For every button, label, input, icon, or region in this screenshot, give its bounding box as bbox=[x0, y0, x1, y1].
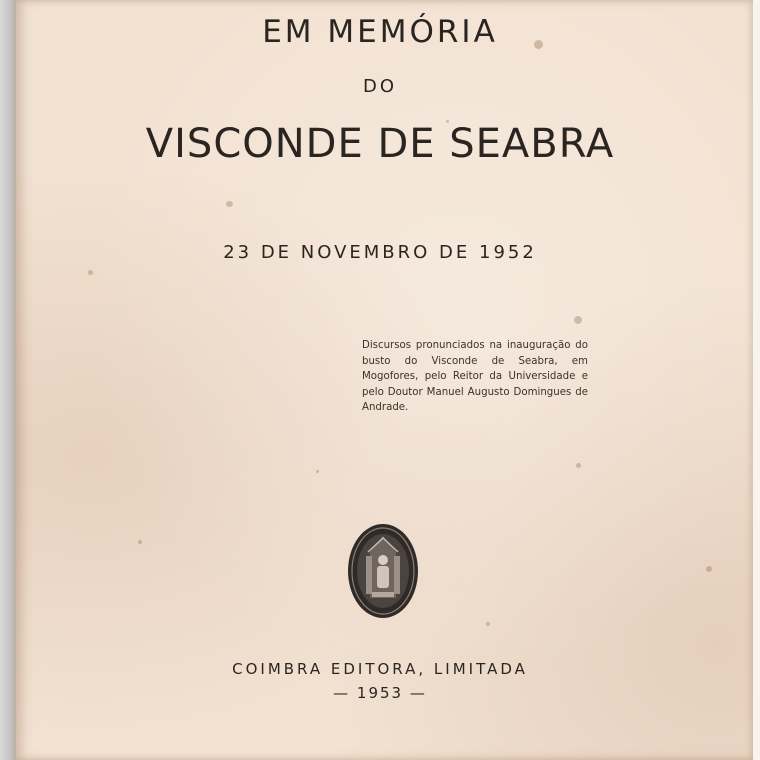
university-seal-icon bbox=[346, 522, 420, 620]
description-note: Discursos pronunciados na inauguração do busto do Visconde de Seabra, em Mogofores, pelo Reitor da Universidade e pelo Doutor Manuel Augusto Domingues de Andrade. bbox=[362, 340, 588, 413]
year-line: — 1953 — bbox=[333, 684, 427, 702]
date-line: 23 DE NOVEMBRO DE 1952 bbox=[223, 242, 537, 263]
scan-right-edge bbox=[753, 0, 760, 760]
publisher-line: COIMBRA EDITORA, LIMITADA bbox=[232, 660, 528, 678]
title-line-3: VISCONDE DE SEABRA bbox=[145, 121, 615, 167]
title-line-1: EM MEMÓRIA bbox=[262, 14, 498, 50]
title-line-2: DO bbox=[362, 76, 398, 97]
